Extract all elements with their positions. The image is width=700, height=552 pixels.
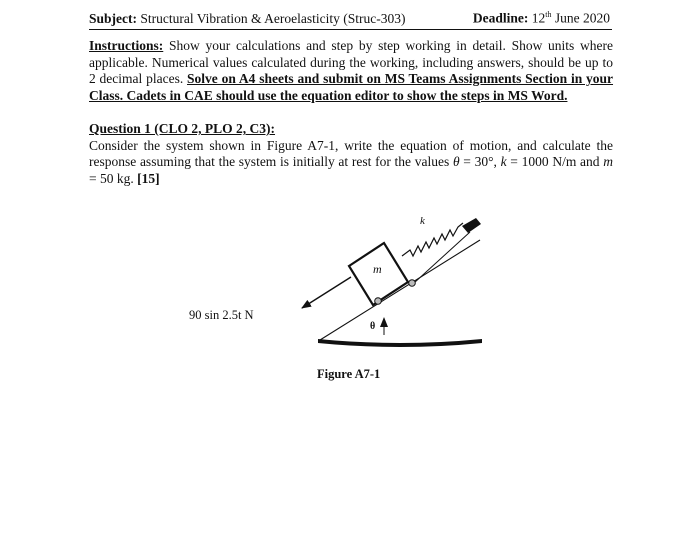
mass-label: m <box>373 262 382 276</box>
submission-instructions: Solve on A4 sheets and submit on MS Teams Assignments Section in your Class. Cadets in CAE should use the equation editor to show the steps in MS Word. <box>89 71 614 103</box>
m-value: = 50 kg. <box>89 170 138 186</box>
k-value: = 1000 N/m and <box>506 154 604 169</box>
deadline-label: Deadline: <box>472 10 529 26</box>
deadline-suffix: th <box>545 10 552 19</box>
deadline-day: 12 <box>531 10 546 26</box>
question-text: Consider the system shown in Figure A7-1, write the equation of motion, and calculate the response assuming that the system is initially at rest for the values <box>89 137 613 169</box>
k-variable: k <box>500 154 507 169</box>
ground-base <box>318 339 482 347</box>
theta-variable: θ <box>452 154 460 169</box>
wheel-rear <box>409 280 416 287</box>
spring-support-rail <box>414 232 470 283</box>
incline-line <box>320 240 480 340</box>
question-title: Question 1 (CLO 2, PLO 2, C3): <box>89 121 276 136</box>
m-variable: m <box>603 154 613 169</box>
figure-caption: Figure A7-1 <box>317 367 381 381</box>
subject-label: Subject: <box>89 10 137 26</box>
angle-label: θ <box>370 321 376 332</box>
spring-wall <box>462 218 481 233</box>
question-marks: [15] <box>137 170 160 186</box>
instructions-label: Instructions: <box>89 38 164 53</box>
spring-constant-label: k <box>420 215 425 227</box>
subject-value: Structural Vibration & Aeroelasticity (Struc-303) <box>140 10 406 26</box>
instructions-text: Show your calculations and step by step working in detail. Show units where applicable. Numerical values calculated during the working, including answers, should be up to 2 decimal places. <box>89 38 614 86</box>
deadline-rest: June 2020 <box>554 10 610 26</box>
spring-coil <box>402 223 463 256</box>
wheel-front <box>375 298 382 305</box>
theta-value: = 30°, <box>459 154 501 169</box>
force-arrow <box>302 277 351 308</box>
force-label: 90 sin 2.5t N <box>189 308 254 322</box>
